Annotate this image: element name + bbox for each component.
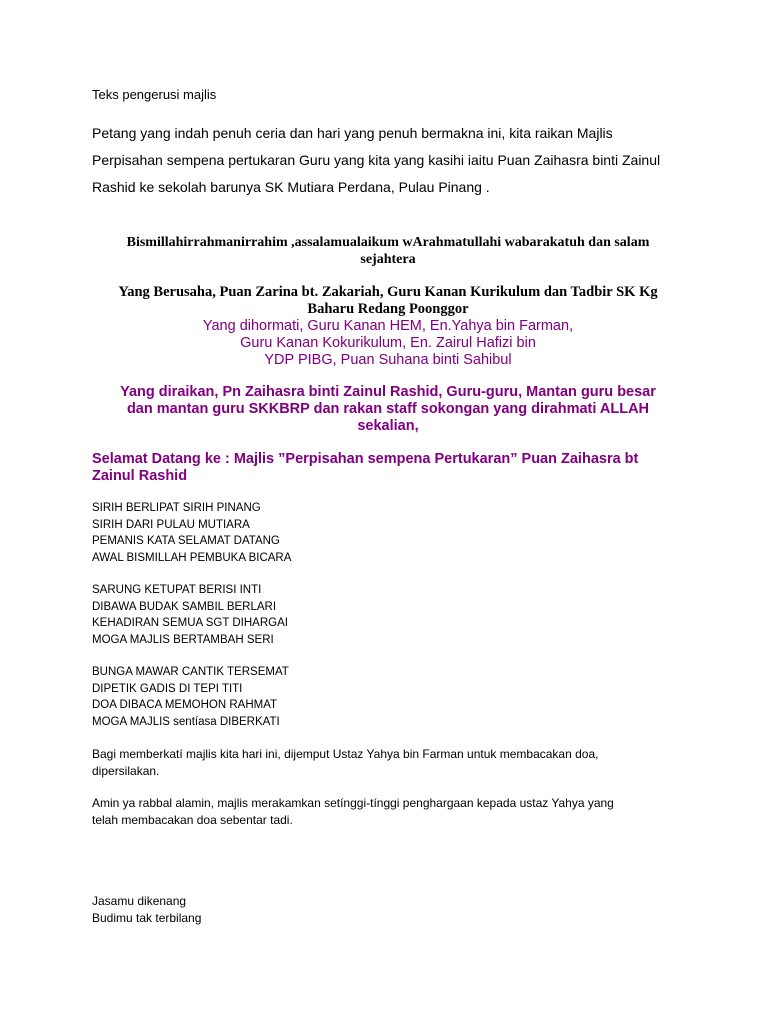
- amin-line: Amin ya rabbal alamin, majlis merakamkan setínggi-tínggi penghargaan kepada ustaz Yahya yang: [92, 796, 614, 810]
- document-title: [92, 87, 216, 102]
- pantun-stanza-1: [92, 500, 291, 566]
- pantun-line: PEMANIS KATA SELAMAT DATANG: [92, 535, 280, 547]
- doa-invitation-paragraph: [92, 746, 598, 780]
- diraikan-line: dan mantan guru SKKBRP dan rakan staff sokongan yang dirahmati ALLAH: [126, 401, 650, 417]
- pantun-line: MOGA MAJLIS BERTAMBAH SERI: [92, 633, 274, 646]
- diraikan-line: sekalian,: [357, 418, 419, 434]
- welcome-heading: [92, 451, 638, 485]
- closing-line: Jasamu dikenang: [92, 894, 187, 908]
- pantun-line: KEHADIRAN SEMUA SGT DIHARGAI: [92, 617, 288, 629]
- bismillah-line: Bismillahirrahmanirrahim ,assalamualaikum wArahmatullahi wabarakatuh dan salam: [126, 235, 650, 250]
- pantun-stanza-3: [92, 664, 289, 730]
- pantun-line: SARUNG KETUPAT BERISI INTI: [92, 584, 262, 596]
- amin-paragraph: [92, 795, 614, 829]
- pantun-line: MOGA MAJLIS sentíasa DIBERKATI: [92, 715, 280, 728]
- amin-line: telah membacakan doa sebentar tadi.: [92, 813, 293, 827]
- closing-line: Budimu tak terbilang: [92, 911, 202, 925]
- pantun-line: AWAL BISMILLAH PEMBUKA BICARA: [92, 551, 292, 564]
- pantun-stanza-2: [92, 582, 288, 648]
- welcome-line: Selamat Datang ke : Majlis ”Perpisahan sempena Pertukaran” Puan Zaihasra bt: [92, 451, 639, 467]
- pantun-line: DIPETIK GADIS DI TEPI TITI: [92, 682, 243, 695]
- berusaha-line: Yang Berusaha, Puan Zarina bt. Zakariah, Guru Kanan Kurikulum dan Tadbir SK Kg: [118, 284, 658, 300]
- intro-line: Perpisahan sempena pertukaran Guru yang kita yang kasihi iaitu Puan Zaihasra binti Zainul: [92, 152, 661, 168]
- dihormati-line: Yang dihormati, Guru Kanan HEM, En.Yahya bin Farman,: [202, 318, 574, 334]
- honoree-dihormati: [88, 318, 688, 369]
- bismillah-line: sejahtera: [360, 252, 416, 267]
- pantun-line: DIBAWA BUDAK SAMBIL BERLARI: [92, 600, 277, 613]
- intro-line: Rashid ke sekolah barunya SK Mutiara Perdana, Pulau Pinang .: [92, 179, 490, 195]
- pantun-line: SIRIH DARI PULAU MUTIARA: [92, 518, 250, 531]
- title-text: Teks pengerusi majlis: [92, 87, 217, 102]
- welcome-line: Zainul Rashid: [92, 468, 188, 484]
- pantun-line: DOA DIBACA MEMOHON RAHMAT: [92, 699, 278, 711]
- pantun-line: BUNGA MAWAR CANTIK TERSEMAT: [92, 666, 289, 678]
- bismillah-greeting: [88, 234, 688, 268]
- doa-line: dipersilakan.: [92, 764, 160, 778]
- honoree-berusaha: [88, 284, 688, 318]
- doa-line: Bagi memberkatí majlis kita hari ini, dijemput Ustaz Yahya bin Farman untuk membacakan doa,: [92, 747, 599, 761]
- intro-line: Petang yang indah penuh ceria dan hari yang penuh bermakna ini, kita raikan Majlis: [92, 125, 613, 141]
- dihormati-line: Guru Kanan Kokurikulum, En. Zairul Hafizi bin: [240, 335, 536, 351]
- dihormati-line: YDP PIBG, Puan Suhana binti Sahibul: [264, 352, 512, 368]
- diraikan-line: Yang diraikan, Pn Zaihasra binti Zainul Rashid, Guru-guru, Mantan guru besar: [120, 384, 656, 400]
- intro-paragraph: [92, 120, 660, 201]
- honoree-diraikan: [88, 384, 688, 435]
- pantun-line: SIRIH BERLIPAT SIRIH PINANG: [92, 502, 261, 514]
- closing-verse: [92, 893, 201, 927]
- berusaha-line: Baharu Redang Poonggor: [307, 301, 469, 317]
